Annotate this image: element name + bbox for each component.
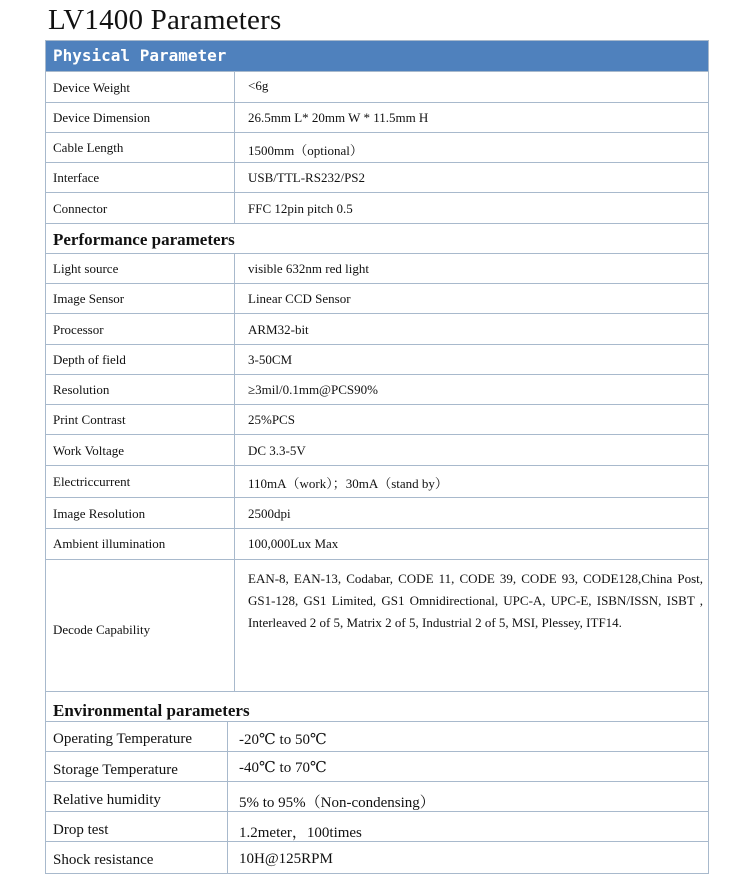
table-row <box>46 193 708 224</box>
row-label: Light source <box>53 261 119 276</box>
row-label: Print Contrast <box>53 412 126 427</box>
table-row <box>46 103 708 133</box>
table-row <box>46 560 708 692</box>
table-row <box>46 752 708 782</box>
environmental-heading: Environmental parameters <box>53 701 250 720</box>
row-value: ARM32-bit <box>248 322 309 337</box>
column-divider <box>227 752 228 781</box>
table-row <box>46 314 708 345</box>
row-label: Resolution <box>53 382 110 397</box>
row-label: Device Dimension <box>53 110 151 125</box>
column-divider <box>234 254 235 283</box>
row-value: 100,000Lux Max <box>248 536 339 551</box>
row-label: Device Weight <box>53 80 131 95</box>
table-row <box>46 284 708 314</box>
table-row <box>46 133 708 163</box>
row-value: 5% to 95%（Non-condensing） <box>239 795 435 811</box>
row-value: 1.2meter，100times <box>239 825 362 841</box>
row-label: Ambient illumination <box>53 536 166 551</box>
column-divider <box>234 560 235 691</box>
column-divider <box>234 405 235 434</box>
column-divider <box>234 345 235 374</box>
column-divider <box>234 435 235 465</box>
table-row <box>46 466 708 498</box>
performance-section-header <box>46 224 708 254</box>
row-label: Decode Capability <box>53 622 151 637</box>
table-row <box>46 842 708 873</box>
column-divider <box>234 466 235 497</box>
row-label: Storage Temperature <box>53 762 178 778</box>
column-divider <box>234 375 235 404</box>
row-value: ≥3mil/0.1mm@PCS90% <box>248 382 378 397</box>
column-divider <box>227 812 228 841</box>
column-divider <box>234 72 235 102</box>
table-row <box>46 72 708 103</box>
table-row <box>46 722 708 752</box>
physical-header <box>46 41 708 72</box>
row-label: Image Sensor <box>53 291 125 306</box>
row-value: Linear CCD Sensor <box>248 291 351 306</box>
column-divider <box>234 133 235 162</box>
table-row <box>46 254 708 284</box>
physical-heading: Physical Parameter <box>53 46 227 65</box>
row-label: Image Resolution <box>53 506 146 521</box>
row-label: Shock resistance <box>53 852 154 868</box>
table-row <box>46 498 708 529</box>
row-label: Electriccurrent <box>53 474 131 489</box>
column-divider <box>234 103 235 132</box>
row-value: USB/TTL-RS232/PS2 <box>248 170 366 185</box>
row-label: Relative humidity <box>53 792 161 808</box>
row-label: Processor <box>53 322 104 337</box>
row-label: Connector <box>53 201 108 216</box>
table-row <box>46 529 708 560</box>
row-value: <6g <box>248 78 269 93</box>
row-value: 25%PCS <box>248 412 295 427</box>
row-value: 2500dpi <box>248 506 291 521</box>
column-divider <box>227 842 228 873</box>
column-divider <box>234 284 235 313</box>
column-divider <box>234 529 235 559</box>
table-row <box>46 405 708 435</box>
row-value: -40℃ to 70℃ <box>239 760 327 776</box>
row-value: 110mA（work）；30mA（stand by） <box>248 476 448 491</box>
column-divider <box>227 722 228 751</box>
column-divider <box>227 782 228 811</box>
parameters-table <box>45 40 709 874</box>
row-label: Work Voltage <box>53 443 125 458</box>
table-row <box>46 375 708 405</box>
table-row <box>46 163 708 193</box>
row-value: 3-50CM <box>248 352 293 367</box>
row-label: Cable Length <box>53 140 124 155</box>
row-value: 10H@125RPM <box>239 851 333 867</box>
row-label: Depth of field <box>53 352 126 367</box>
row-value: 1500mm（optional） <box>248 143 363 158</box>
performance-heading: Performance parameters <box>53 230 235 249</box>
row-value: visible 632nm red light <box>248 261 369 276</box>
row-label: Interface <box>53 170 100 185</box>
row-value: -20℃ to 50℃ <box>239 732 327 748</box>
row-label: Operating Temperature <box>53 731 193 747</box>
column-divider <box>234 193 235 223</box>
column-divider <box>234 498 235 528</box>
environmental-section-header <box>46 692 708 722</box>
table-row <box>46 782 708 812</box>
row-label: Drop test <box>53 822 109 838</box>
row-value: 26.5mm L* 20mm W * 11.5mm H <box>248 110 429 125</box>
column-divider <box>234 163 235 192</box>
row-value: FFC 12pin pitch 0.5 <box>248 201 353 216</box>
table-row <box>46 812 708 842</box>
row-value: DC 3.3-5V <box>248 443 306 458</box>
table-row <box>46 345 708 375</box>
column-divider <box>234 314 235 344</box>
row-value: EAN-8, EAN-13, Codabar, CODE 11, CODE 39, CODE 93, CODE128,China Post, GS1-128, GS1 Limited, GS1 Omnidirectional, UPC-A, UPC-E, ISBN/ISSN, ISBT , Interleaved 2 of 5, Matrix 2 of 5, Industrial 2 of 5, MSI, Plessey, ITF14. <box>248 571 703 630</box>
table-row <box>46 435 708 466</box>
page-title: LV1400 Parameters <box>48 4 282 36</box>
